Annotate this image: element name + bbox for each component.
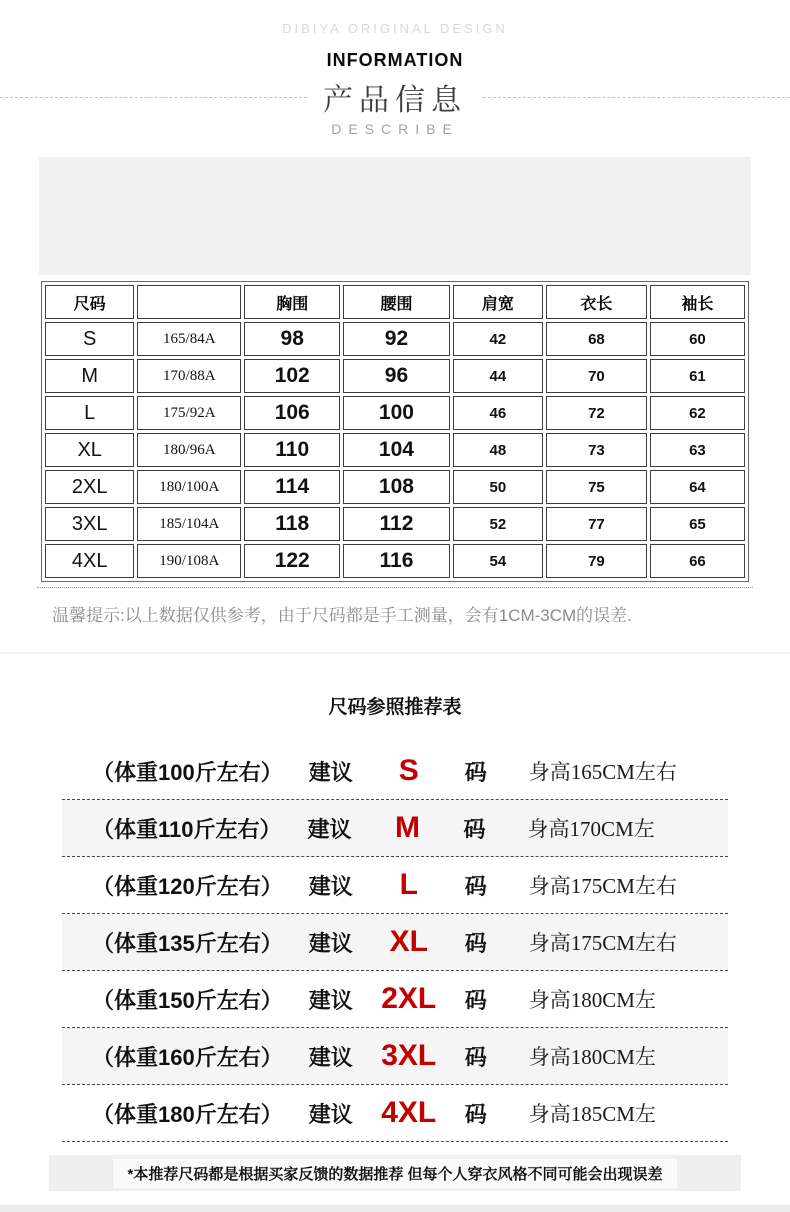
weight-label: （体重100斤左右） <box>92 759 283 785</box>
recommend-row <box>62 971 728 1028</box>
chest-cell: 110 <box>244 433 340 467</box>
spec-cell: 185/104A <box>137 507 241 541</box>
length-cell: 68 <box>546 322 647 356</box>
weight-label: （体重135斤左右） <box>92 930 283 956</box>
code-label: 码 <box>463 816 486 842</box>
recommended-size: 3XL <box>381 1039 437 1072</box>
measurement-tip: 温馨提示:以上数据仅供参考，由于尺码都是手工测量，会有1CM-3CM的误差. <box>52 606 632 625</box>
recommended-size: S <box>398 754 419 787</box>
size-cell: 3XL <box>45 507 134 541</box>
chest-cell: 98 <box>244 322 340 356</box>
sleeve-cell: 61 <box>650 359 745 393</box>
spec-cell: 190/108A <box>137 544 241 578</box>
col-header-shoulder: 肩宽 <box>453 285 543 319</box>
length-cell: 79 <box>546 544 647 578</box>
length-cell: 77 <box>546 507 647 541</box>
recommend-table-title: 尺码参照推荐表 <box>328 697 462 718</box>
shoulder-cell: 46 <box>453 396 543 430</box>
recommend-row <box>62 914 728 971</box>
recommend-row <box>62 800 728 857</box>
col-header-length: 衣长 <box>546 285 647 319</box>
right-dashed-divider <box>483 97 790 98</box>
shoulder-cell: 50 <box>453 470 543 504</box>
sleeve-cell: 64 <box>650 470 745 504</box>
spec-cell: 180/96A <box>137 433 241 467</box>
dotted-divider <box>37 587 753 588</box>
recommend-row <box>62 743 728 800</box>
advise-label: 建议 <box>308 1101 353 1127</box>
size-cell: L <box>45 396 134 430</box>
waist-cell: 92 <box>343 322 449 356</box>
waist-cell: 116 <box>343 544 449 578</box>
table-row <box>45 359 745 393</box>
weight-label: （体重160斤左右） <box>92 1044 283 1070</box>
section-title-row <box>0 75 790 119</box>
waist-cell: 108 <box>343 470 449 504</box>
recommended-size: 2XL <box>381 982 437 1015</box>
weight-label: （体重180斤左右） <box>92 1101 283 1127</box>
code-label: 码 <box>464 930 487 956</box>
col-header-size: 尺码 <box>45 285 134 319</box>
recommended-size: XL <box>389 925 428 958</box>
sleeve-cell: 60 <box>650 322 745 356</box>
advise-label: 建议 <box>308 930 353 956</box>
footnote-text: *本推荐尺码都是根据买家反馈的数据推荐 但每个人穿衣风格不同可能会出现误差 <box>113 1159 676 1188</box>
height-label: 身高180CM左 <box>528 1045 656 1069</box>
size-table-header-row <box>45 285 745 319</box>
bottom-section-strip <box>0 1205 790 1212</box>
col-header-waist: 腰围 <box>343 285 449 319</box>
waist-cell: 96 <box>343 359 449 393</box>
waist-cell: 112 <box>343 507 449 541</box>
chest-cell: 114 <box>244 470 340 504</box>
sleeve-cell: 65 <box>650 507 745 541</box>
chest-cell: 118 <box>244 507 340 541</box>
weight-label: （体重110斤左右） <box>92 816 282 842</box>
left-dashed-divider <box>0 97 307 98</box>
spec-cell: 180/100A <box>137 470 241 504</box>
table-row <box>45 396 745 430</box>
advise-label: 建议 <box>307 816 352 842</box>
col-header-spec <box>137 285 241 319</box>
size-cell: 2XL <box>45 470 134 504</box>
length-cell: 72 <box>546 396 647 430</box>
advise-label: 建议 <box>308 873 353 899</box>
code-label: 码 <box>464 759 487 785</box>
sleeve-cell: 62 <box>650 396 745 430</box>
recommended-size: L <box>399 868 418 901</box>
table-row <box>45 470 745 504</box>
spec-cell: 170/88A <box>137 359 241 393</box>
brand-text: DIBIYA ORIGINAL DESIGN <box>282 21 508 36</box>
spec-cell: 175/92A <box>137 396 241 430</box>
code-label: 码 <box>464 1101 487 1127</box>
size-cell: XL <box>45 433 134 467</box>
sleeve-cell: 66 <box>650 544 745 578</box>
size-cell: 4XL <box>45 544 134 578</box>
shoulder-cell: 54 <box>453 544 543 578</box>
col-header-sleeve: 袖长 <box>650 285 745 319</box>
advise-label: 建议 <box>308 987 353 1013</box>
recommend-list <box>62 743 728 1142</box>
shoulder-cell: 44 <box>453 359 543 393</box>
table-row <box>45 322 745 356</box>
height-label: 身高165CM左右 <box>528 760 677 784</box>
length-cell: 70 <box>546 359 647 393</box>
sleeve-cell: 63 <box>650 433 745 467</box>
code-label: 码 <box>464 987 487 1013</box>
size-cell: M <box>45 359 134 393</box>
chest-cell: 102 <box>244 359 340 393</box>
recommended-size: 4XL <box>381 1096 437 1129</box>
code-label: 码 <box>464 1044 487 1070</box>
col-header-chest: 胸围 <box>244 285 340 319</box>
table-row <box>45 507 745 541</box>
recommend-row <box>62 857 728 914</box>
size-table <box>41 281 749 582</box>
shoulder-cell: 42 <box>453 322 543 356</box>
size-cell: S <box>45 322 134 356</box>
shoulder-cell: 48 <box>453 433 543 467</box>
recommend-row <box>62 1028 728 1085</box>
section-subtitle-en: DESCRIBE <box>331 121 459 137</box>
height-label: 身高170CM左 <box>527 817 655 841</box>
waist-cell: 104 <box>343 433 449 467</box>
section-divider <box>0 652 790 654</box>
table-row <box>45 433 745 467</box>
height-label: 身高185CM左 <box>528 1102 656 1126</box>
length-cell: 75 <box>546 470 647 504</box>
shoulder-cell: 52 <box>453 507 543 541</box>
section-title-zh: 产品信息 <box>323 84 467 117</box>
length-cell: 73 <box>546 433 647 467</box>
chest-cell: 106 <box>244 396 340 430</box>
advise-label: 建议 <box>308 1044 353 1070</box>
footnote-bar <box>49 1155 741 1191</box>
weight-label: （体重120斤左右） <box>92 873 283 899</box>
section-title-en: INFORMATION <box>326 50 464 70</box>
recommended-size: M <box>395 811 421 844</box>
chest-cell: 122 <box>244 544 340 578</box>
height-label: 身高175CM左右 <box>528 931 677 955</box>
waist-cell: 100 <box>343 396 449 430</box>
recommend-row <box>62 1085 728 1142</box>
height-label: 身高180CM左 <box>528 988 656 1012</box>
code-label: 码 <box>464 873 487 899</box>
table-row <box>45 544 745 578</box>
advise-label: 建议 <box>308 759 353 785</box>
height-label: 身高175CM左右 <box>528 874 677 898</box>
weight-label: （体重150斤左右） <box>92 987 283 1013</box>
spec-cell: 165/84A <box>137 322 241 356</box>
product-image-placeholder <box>39 157 751 275</box>
